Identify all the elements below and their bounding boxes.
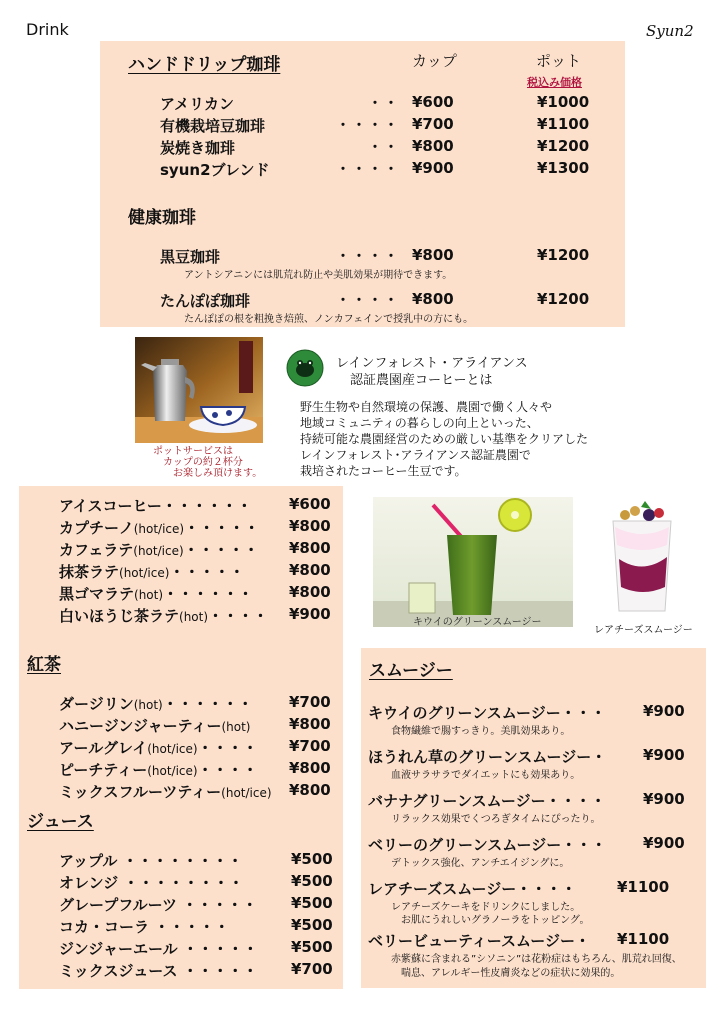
rare-cheese-smoothie-photo	[605, 497, 680, 617]
drinks-panel	[19, 486, 343, 989]
drink-name: 黒ゴマラテ	[59, 585, 135, 603]
smoothie-item-name: ベリービューティースムージー・	[368, 932, 591, 950]
tea-item-name	[59, 759, 258, 780]
smoothie-item-note: お肌にうれしいグラノーラをトッピング。	[401, 915, 590, 926]
coffee-panel	[100, 41, 625, 327]
smoothie-item-note: レアチーズケーキをドリンクにしました。	[391, 902, 581, 913]
rainforest-line: 栽培されたコーヒー生豆です。	[300, 464, 467, 478]
rainforest-line: レインフォレスト･アライアンス認証農園で	[300, 448, 531, 462]
juice-item-name: ミックスジュース ・・・・・	[59, 962, 258, 980]
drink-item-name	[59, 583, 253, 604]
smoothie-item-price: ¥1100	[617, 930, 670, 948]
tea-name: ハニージンジャーティー	[59, 717, 222, 735]
tea-item-name	[59, 715, 250, 736]
tea-name: ダージリン	[59, 695, 134, 713]
drink-name: カプチーノ	[59, 519, 134, 537]
coffee-item-name: 有機栽培豆珈琲	[160, 117, 266, 135]
drink-item-name	[59, 561, 244, 582]
drink-dots: ・・・・・	[184, 519, 260, 537]
health-item-note: アントシアニンには肌荒れ防止や美肌効果が期待できます。	[184, 270, 453, 281]
pot-caption-line: カップの約２杯分	[163, 457, 243, 468]
health-item-name: 黒豆珈琲	[160, 248, 221, 266]
health-pot-price: ¥1200	[537, 246, 590, 264]
tea-temp: (hot/ice)	[221, 786, 272, 800]
coffee-item-dots: ・・・・	[336, 118, 400, 134]
drink-item-name	[59, 539, 259, 560]
juice-item-name: オレンジ ・・・・・・・・	[59, 874, 244, 892]
smoothie-item-price: ¥900	[643, 790, 685, 808]
coffee-cup-price: ¥900	[412, 159, 454, 177]
coffee-item-name: アメリカン	[160, 95, 234, 113]
drink-item-name	[59, 517, 259, 538]
drink-temp: (hot/ice)	[133, 522, 185, 536]
drink-dots: ・・・・	[208, 607, 269, 625]
juice-item-price: ¥700	[291, 960, 333, 978]
tea-item-price: ¥800	[289, 759, 331, 777]
smoothie-item-price: ¥1100	[617, 878, 670, 896]
juice-item-price: ¥500	[291, 872, 333, 890]
page-title: Drink	[26, 20, 69, 39]
drink-temp: (hot)	[179, 610, 209, 624]
smoothie-item-note: 赤紫蘇に含まれる”シソニン”は花粉症はもちろん、肌荒れ回復、	[391, 954, 682, 965]
smoothie-item-note: 血液サラサラでダイエットにも効果あり。	[391, 770, 581, 781]
coffee-pot-price: ¥1200	[537, 137, 590, 155]
cheese-photo-caption: レアチーズスムージー	[594, 625, 693, 636]
pot-caption-line: ポットサービスは	[153, 446, 233, 457]
brand-logo: Syun2	[646, 22, 694, 40]
smoothie-item-note: 食物繊維で腸すっきり。美肌効果あり。	[391, 726, 571, 737]
rainforest-line: 野生生物や自然環境の保護、農園で働く人々や	[300, 400, 553, 414]
tea-item-price: ¥800	[289, 715, 331, 733]
smoothie-item-price: ¥900	[643, 834, 685, 852]
drink-name: カフェラテ	[59, 541, 134, 559]
tea-item-name	[59, 693, 253, 714]
drink-name: 白いほうじ茶ラテ	[59, 607, 180, 625]
rainforest-frog-logo	[286, 349, 324, 387]
smoothie-item-note: 喘息、アレルギー性皮膚炎などの症状に効果的。	[401, 968, 621, 979]
drink-dots: ・・・・・	[183, 541, 259, 559]
juice-item-name: アップル ・・・・・・・・	[59, 852, 243, 870]
drink-item-name	[59, 605, 268, 626]
tea-name: アールグレイ	[59, 739, 148, 757]
tea-name: ミックスフルーツティー	[59, 783, 222, 801]
tea-dots: ・・・・	[197, 761, 258, 779]
health-cup-price: ¥800	[412, 246, 454, 264]
juice-item-name: グレープフルーツ ・・・・・	[59, 896, 258, 914]
drink-dots: ・・・・・	[169, 563, 245, 581]
drink-item-price: ¥600	[289, 495, 331, 513]
drink-temp: (hot/ice)	[133, 544, 184, 558]
drink-temp: (hot)	[134, 588, 164, 602]
pot-service-caption	[153, 446, 262, 479]
rainforest-line: 持続可能な農園経営のための厳しい基準をクリアした	[300, 432, 589, 446]
smoothie-item-note: リラックス効果でくつろぎタイムにぴったり。	[391, 814, 601, 825]
smoothie-section-title: スムージー	[369, 661, 453, 681]
tea-dots: ・・・・	[197, 739, 258, 757]
coffee-cup-price: ¥600	[412, 93, 454, 111]
drink-item-price: ¥800	[289, 561, 331, 579]
smoothie-item-name: ベリーのグリーンスムージー・・・	[368, 836, 607, 854]
juice-item-price: ¥500	[291, 894, 333, 912]
drink-name: 抹茶ラテ	[59, 563, 120, 581]
tea-dots: ・・・・・・	[162, 695, 253, 713]
coffee-item-name: 炭焼き珈琲	[160, 139, 236, 157]
tea-temp: (hot/ice)	[147, 764, 198, 778]
smoothie-item-name: レアチーズスムージー・・・・	[368, 880, 577, 898]
juice-item-price: ¥500	[291, 850, 333, 868]
coffee-section-title: ハンドドリップ珈琲	[128, 55, 281, 75]
tea-item-price: ¥700	[289, 693, 331, 711]
smoothie-panel	[361, 648, 706, 988]
drink-item-price: ¥900	[289, 605, 331, 623]
rainforest-title-line1: レインフォレスト・アライアンス	[336, 356, 528, 371]
tea-item-name	[59, 781, 272, 802]
kiwi-photo-caption: キウイのグリーンスムージー	[413, 617, 542, 627]
rainforest-line: 地域コミュニティの暮らしの向上といった、	[300, 416, 539, 430]
tea-temp: (hot)	[221, 720, 251, 734]
coffee-cup-price: ¥800	[412, 137, 454, 155]
health-coffee-title: 健康珈琲	[128, 208, 196, 228]
kiwi-smoothie-photo	[373, 497, 573, 627]
tea-name: ピーチティー	[59, 761, 148, 779]
coffee-cup-price: ¥700	[412, 115, 454, 133]
coffee-pot-price: ¥1300	[537, 159, 590, 177]
drink-item-name: アイスコーヒー・・・・・・	[59, 497, 252, 515]
coffee-pot-price: ¥1100	[537, 115, 590, 133]
tea-section-title: 紅茶	[27, 655, 61, 675]
juice-item-price: ¥500	[291, 916, 333, 934]
health-item-dots: ・・・・	[336, 249, 400, 265]
tea-item-name	[59, 737, 258, 758]
health-item-note: たんぽぽの根を粗挽き焙煎、ノンカフェインで授乳中の方にも。	[184, 314, 474, 325]
health-item-name: たんぽぽ珈琲	[160, 292, 251, 310]
coffee-item-dots: ・・・・	[336, 162, 400, 178]
rainforest-description	[300, 399, 588, 479]
smoothie-item-note: デトックス強化、アンチエイジングに。	[391, 858, 570, 869]
rainforest-title-line2: 認証農園産コーヒーとは	[350, 373, 493, 388]
juice-item-name: ジンジャーエール ・・・・・	[59, 940, 258, 958]
tax-included-label: 税込み価格	[527, 76, 582, 89]
juice-item-name: コカ・コーラ ・・・・・	[59, 918, 230, 936]
juice-section-title: ジュース	[27, 812, 94, 832]
drink-item-price: ¥800	[289, 517, 331, 535]
coffee-item-dots: ・・	[368, 140, 400, 156]
juice-item-price: ¥500	[291, 938, 333, 956]
pot-column-header: ポット	[536, 52, 582, 70]
tea-item-price: ¥800	[289, 781, 331, 799]
pot-caption-line: お楽しみ頂けます。	[173, 468, 263, 479]
drink-temp: (hot/ice)	[119, 566, 170, 580]
drink-item-price: ¥800	[289, 539, 331, 557]
tea-temp: (hot/ice)	[147, 742, 198, 756]
coffee-item-name: syun2ブレンド	[160, 161, 270, 179]
smoothie-item-name: キウイのグリーンスムージー・・・	[368, 704, 606, 722]
health-item-dots: ・・・・	[336, 293, 400, 309]
coffee-item-dots: ・・	[368, 96, 400, 112]
tea-temp: (hot)	[133, 698, 163, 712]
health-cup-price: ¥800	[412, 290, 454, 308]
smoothie-item-name: バナナグリーンスムージー・・・・	[368, 792, 606, 810]
coffee-pot-price: ¥1000	[537, 93, 590, 111]
drink-dots: ・・・・・・	[163, 585, 254, 603]
health-pot-price: ¥1200	[537, 290, 590, 308]
drink-item-price: ¥800	[289, 583, 331, 601]
cup-column-header: カップ	[412, 52, 457, 70]
tea-item-price: ¥700	[289, 737, 331, 755]
coffee-pot-photo	[135, 337, 263, 443]
smoothie-item-name: ほうれん草のグリーンスムージー・	[368, 748, 607, 766]
smoothie-item-price: ¥900	[643, 746, 685, 764]
smoothie-item-price: ¥900	[643, 702, 685, 720]
